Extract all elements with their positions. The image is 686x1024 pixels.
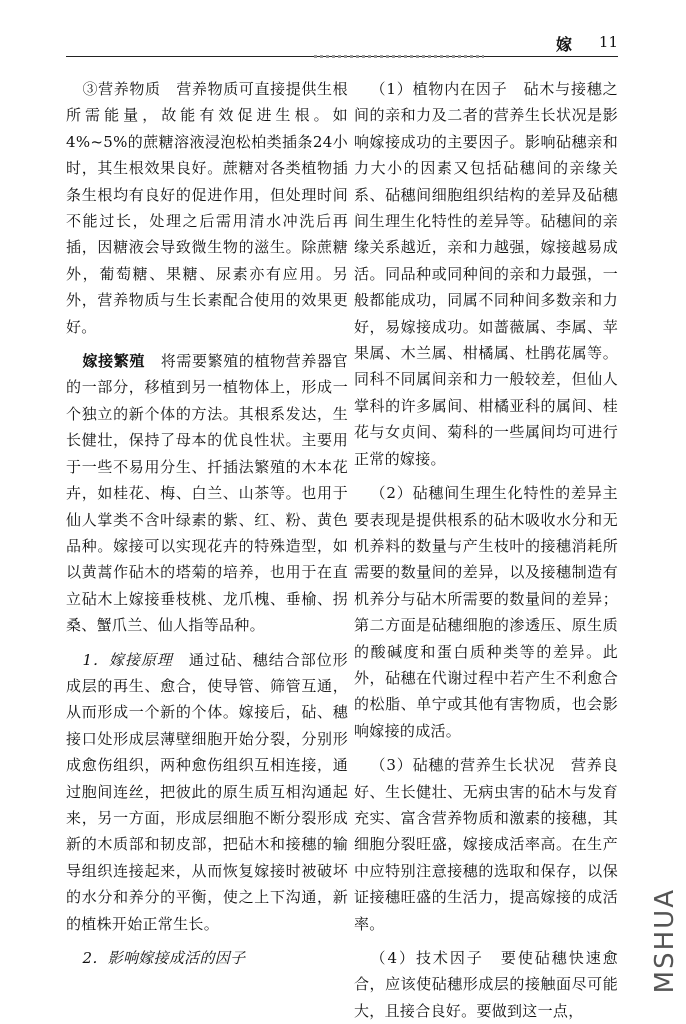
header-section-title: 嫁 bbox=[555, 35, 572, 54]
left-column bbox=[66, 76, 348, 971]
paragraph-lead: ③营养物质 bbox=[82, 80, 161, 98]
paragraph-body: 通过砧、穗结合部位形成层的再生、愈合，使导管、筛管互通，从而形成一个新的个体。嫁接后，砧、穗接口处形成层薄壁细胞开始分裂，分别形成愈伤组织，两种愈伤组织互相连接，通过胞间连丝，把彼此的原生质互相沟通起来，另一方面，形成层细胞不断分裂形成新的木质部和韧皮部，把砧木和接穗的输导组织连接起来，从而恢复嫁接时被破坏的水分和养分的平衡，使之上下沟通，新的植株开始正常生长。 bbox=[66, 650, 348, 933]
paragraph-physiology-differences: （2）砧穗间生理生化特性的差异主要表现是提供根系的砧木吸收水分和无机养料的数量与产生枝叶的接穗消耗所需要的数量间的差异，以及接穗制造有机养分与砧木所需要的数量间的差异；第二方面是砧穗细胞的渗透压、原生质的酸碱度和蛋白质种类等的差异。此外，砧穗在代谢过程中若产生不利愈合的松脂、单宁或其他有害物质，也会影响嫁接的成活。 bbox=[354, 484, 618, 740]
paragraph-internal-factors bbox=[354, 76, 618, 472]
paragraph-grafting-propagation bbox=[66, 348, 348, 638]
subsection-heading-factors: 2．影响嫁接成活的因子 bbox=[82, 949, 246, 967]
paragraph-lead: （1）植物内在因子 bbox=[370, 80, 508, 98]
watermark-text: MSHUA bbox=[650, 887, 680, 993]
header-decorative-rule bbox=[314, 55, 484, 58]
paragraph-body: 将需要繁殖的植物营养器官的一部分，移植到另一植物体上，形成一个独立的新个体的方法。其根系发达，生长健壮，保持了母本的优良性状。主要用于一些不易用分生、扦插法繁殖的木本花卉，如桂花、梅、白兰、山茶等。也用于仙人掌类不含叶绿素的紫、红、粉、黄色品种。嫁接可以实现花卉的特殊造型，如以黄蒿作砧木的塔菊的培养，也用于在直立砧木上嫁接垂枝桃、龙爪槐、垂榆、拐桑、蟹爪兰、仙人指等品种。 bbox=[66, 352, 348, 635]
paragraph-technical-factors bbox=[354, 945, 618, 1024]
paragraph-grafting-principle bbox=[66, 647, 348, 937]
running-header bbox=[66, 30, 618, 57]
paragraph-body: 营养良好、生长健壮、无病虫害的砧木与发育充实、富含营养物质和激素的接穗，其细胞分裂旺盛，嫁接成活率高。在生产中应特别注意接穗的选取和保存，以保证接穗旺盛的生活力，提高嫁接的成活率。 bbox=[354, 756, 618, 933]
paragraph-lead: （4）技术因子 bbox=[370, 949, 484, 967]
page-number: 11 bbox=[598, 33, 618, 51]
paragraph-nutrients bbox=[66, 76, 348, 340]
subsection-heading: 1．嫁接原理 bbox=[82, 650, 173, 669]
paragraph-body: 要使砧穗快速愈合，应该使砧穗形成层的接触面尽可能大，且接合良好。要做到这一点， bbox=[354, 949, 618, 1020]
paragraph-growth-status bbox=[354, 752, 618, 937]
term-heading: 嫁接繁殖 bbox=[82, 352, 146, 371]
right-column bbox=[354, 76, 618, 1024]
paragraph-lead: （3）砧穗的营养生长状况 bbox=[370, 756, 556, 775]
paragraph-body: 营养物质可直接提供生根所需能量，故能有效促进生根。如4%~5%的蔗糖溶液浸泡松柏类插条24小时，其生根效果良好。蔗糖对各类植物插条生根均有良好的促进作用，但处理时间不能过长，处理之后需用清水冲洗后再插，因糖液会导致微生物的滋生。除蔗糖外，葡萄糖、果糖、尿素亦有应用。另外，营养物质与生长素配合使用的效果更好。 bbox=[66, 80, 348, 336]
paragraph-body: 砧木与接穗之间的亲和力及二者的营养生长状况是影响嫁接成功的主要因子。影响砧穗亲和力大小的因素又包括砧穗间的亲缘关系、砧穗间细胞组织结构的差异及砧穗间生理生化特性的差异等。砧穗间的亲缘关系越近，亲和力越强，嫁接越易成活。同品种或同种间的亲和力最强，一般都能成功，同属不同种间多数亲和力好，易嫁接成功。如蔷薇属、李属、苹果属、木兰属、柑橘属、杜鹃花属等。同科不同属间亲和力一般较差，但仙人掌科的许多属间、柑橘亚科的属间、桂花与女贞间、菊科的一些属间均可进行正常的嫁接。 bbox=[354, 80, 618, 468]
